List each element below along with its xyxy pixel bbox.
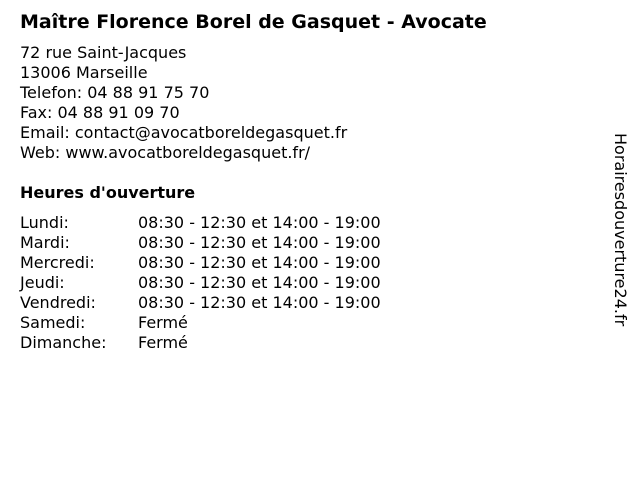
contact-block [20,43,347,163]
hours-row-sunday [20,333,381,353]
day-label: Vendredi: [20,293,96,312]
website-url: Web: www.avocatboreldegasquet.fr/ [20,143,311,162]
fax-number: Fax: 04 88 91 09 70 [20,103,180,122]
day-hours: Fermé [138,333,188,352]
day-hours: 08:30 - 12:30 et 14:00 - 19:00 [138,213,381,232]
address-street: 72 rue Saint-Jacques [20,43,187,62]
day-label: Samedi: [20,313,86,332]
hours-row-monday [20,213,381,233]
day-hours: Fermé [138,313,188,332]
page-title: Maître Florence Borel de Gasquet - Avocate [20,11,487,33]
hours-row-friday [20,293,381,313]
hours-row-thursday [20,273,381,293]
day-label: Mardi: [20,233,70,252]
email-address: Email: contact@avocatboreldegasquet.fr [20,123,348,142]
address-city: 13006 Marseille [20,63,148,82]
phone-number: Telefon: 04 88 91 75 70 [20,83,210,102]
day-label: Dimanche: [20,333,107,352]
day-label: Mercredi: [20,253,95,272]
day-hours: 08:30 - 12:30 et 14:00 - 19:00 [138,293,381,312]
hours-row-saturday [20,313,381,333]
day-label: Lundi: [20,213,69,232]
day-label: Jeudi: [20,273,65,292]
hours-row-tuesday [20,233,381,253]
opening-hours-table [20,213,381,353]
day-hours: 08:30 - 12:30 et 14:00 - 19:00 [138,253,381,272]
hours-heading: Heures d'ouverture [20,183,196,202]
hours-row-wednesday [20,253,381,273]
site-watermark: Horairesdouverture24.fr [611,133,630,327]
day-hours: 08:30 - 12:30 et 14:00 - 19:00 [138,273,381,292]
day-hours: 08:30 - 12:30 et 14:00 - 19:00 [138,233,381,252]
